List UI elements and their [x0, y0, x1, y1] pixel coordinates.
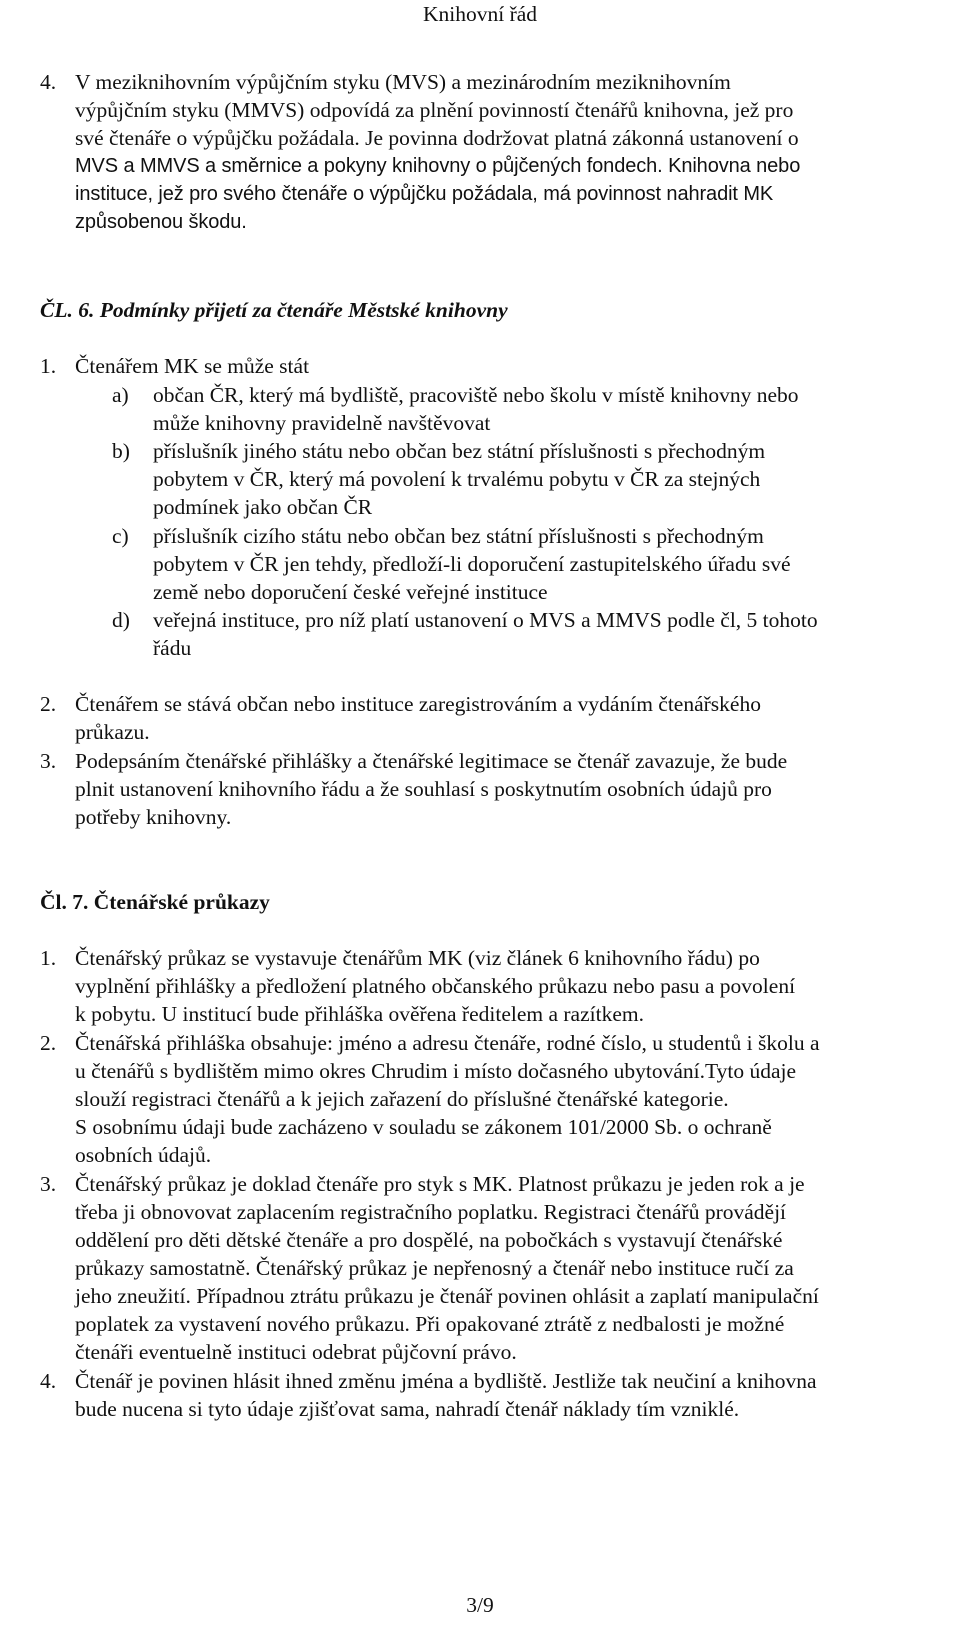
- line: S osobnímu údaji bude zacházeno v souladu se zákonem 101/2000 Sb. o ochraně: [75, 1115, 772, 1139]
- item-number: 3.: [40, 749, 57, 773]
- line: V meziknihovním výpůjčním styku (MVS) a mezinárodním meziknihovním: [75, 70, 731, 94]
- line: jeho zneužití. Případnou ztrátu průkazu je čtenář povinen ohlásit a zaplatí manipulační: [75, 1284, 819, 1308]
- art7-item-4: [40, 1367, 930, 1423]
- sub-letter: b): [112, 439, 130, 463]
- line: výpůjčním styku (MMVS) odpovídá za plnění povinností čtenářů knihovna, jež pro: [75, 98, 794, 122]
- line: třeba ji obnovovat zaplacením registračního poplatku. Registraci čtenářů provádějí: [75, 1200, 787, 1224]
- item-number: 2.: [40, 1031, 57, 1055]
- item-number: 1.: [40, 946, 57, 970]
- item-number: 4.: [40, 1369, 57, 1393]
- line: může knihovny pravidelně navštěvovat: [153, 411, 491, 435]
- art6-item-1: [40, 352, 930, 380]
- line: Podepsáním čtenářské přihlášky a čtenářské legitimace se čtenář zavazuje, že bude: [75, 749, 788, 773]
- line: pobytem v ČR, který má povolení k trvalému pobytu v ČR za stejných: [153, 467, 761, 491]
- page-number: 3/9: [466, 1593, 494, 1617]
- line: občan ČR, který má bydliště, pracoviště nebo školu v místě knihovny nebo: [153, 383, 799, 407]
- art7-item-1: [40, 944, 930, 1028]
- line: Čtenář je povinen hlásit ihned změnu jména a bydliště. Jestliže tak neučiní a knihovna: [75, 1369, 817, 1393]
- art7-heading: Čl. 7. Čtenářské průkazy: [40, 890, 270, 914]
- line: své čtenáře o výpůjčku požádala. Je povinna dodržovat platná zákonná ustanovení o: [75, 126, 799, 150]
- art6-item-2: [40, 690, 930, 746]
- line: plnit ustanovení knihovního řádu a že souhlasí s poskytnutím osobních údajů pro: [75, 777, 772, 801]
- line: instituce, jež pro svého čtenáře o výpůjčku požádala, má povinnost nahradit MK: [75, 183, 774, 205]
- line: příslušník jiného státu nebo občan bez státní příslušnosti s přechodným: [153, 439, 766, 463]
- sub-letter: c): [112, 524, 129, 548]
- art6-heading: ČL. 6. Podmínky přijetí za čtenáře Městské knihovny: [40, 298, 508, 322]
- line: vyplnění přihlášky a předložení platného občanského průkazu nebo pasu a povolení: [75, 974, 796, 998]
- line: bude nucena si tyto údaje zjišťovat sama, nahradí čtenář náklady tím vzniklé.: [75, 1397, 740, 1421]
- line: čtenáři eventuelně instituci odebrat půjčovní právo.: [75, 1340, 517, 1364]
- line: oddělení pro děti dětské čtenáře a pro dospělé, na pobočkách s vystavují čtenářské: [75, 1228, 783, 1252]
- item-number: 2.: [40, 692, 57, 716]
- line: osobních údajů.: [75, 1143, 212, 1167]
- item-number: 3.: [40, 1172, 57, 1196]
- line: slouží registraci čtenářů a k jejich zařazení do příslušné čtenářské kategorie.: [75, 1087, 729, 1111]
- line: země nebo doporučení české veřejné instituce: [153, 580, 548, 604]
- line: Čtenářská přihláška obsahuje: jméno a adresu čtenáře, rodné číslo, u studentů i školu a: [75, 1031, 820, 1055]
- line: Čtenářský průkaz je doklad čtenáře pro styk s MK. Platnost průkazu je jeden rok a je: [75, 1172, 805, 1196]
- art7-item-3: [40, 1170, 930, 1366]
- line: potřeby knihovny.: [75, 805, 232, 829]
- line: u čtenářů s bydlištěm mimo okres Chrudim i místo dočasného ubytování.Tyto údaje: [75, 1059, 797, 1083]
- art6-item-3: [40, 747, 930, 831]
- line: k pobytu. U institucí bude přihláška ověřena ředitelem a razítkem.: [75, 1002, 644, 1026]
- line: Čtenářský průkaz se vystavuje čtenářům MK (viz článek 6 knihovního řádu) po: [75, 946, 760, 970]
- art6-sub-d: [40, 606, 930, 662]
- line: poplatek za vystavení nového průkazu. Při opakované ztrátě z nedbalosti je možné: [75, 1312, 785, 1336]
- item-number: 1.: [40, 354, 57, 378]
- line: způsobenou škodu.: [75, 211, 247, 233]
- item-number: 4.: [40, 70, 57, 94]
- art6-sub-a: [40, 381, 930, 437]
- line: MVS a MMVS a směrnice a pokyny knihovny o půjčených fondech. Knihovna nebo: [75, 155, 801, 177]
- line: veřejná instituce, pro níž platí ustanovení o MVS a MMVS podle čl, 5 tohoto: [153, 608, 818, 632]
- sub-letter: d): [112, 608, 130, 632]
- page-header-title: Knihovní řád: [422, 2, 538, 26]
- art6-sub-c: [40, 522, 930, 606]
- line: průkazy samostatně. Čtenářský průkaz je nepřenosný a čtenář nebo instituce ručí za: [75, 1256, 794, 1280]
- art7-item-2: [40, 1029, 930, 1169]
- art5-item-4: [40, 68, 930, 236]
- line: řádu: [153, 636, 192, 660]
- line: průkazu.: [75, 720, 150, 744]
- art6-sub-b: [40, 437, 930, 521]
- line: pobytem v ČR jen tehdy, předloží-li doporučení zastupitelského úřadu své: [153, 552, 791, 576]
- line: Čtenářem se stává občan nebo instituce zaregistrováním a vydáním čtenářského: [75, 692, 761, 716]
- item-text: Čtenářem MK se může stát: [75, 354, 310, 378]
- line: příslušník cizího státu nebo občan bez státní příslušnosti s přechodným: [153, 524, 764, 548]
- sub-letter: a): [112, 383, 129, 407]
- line: podmínek jako občan ČR: [153, 495, 373, 519]
